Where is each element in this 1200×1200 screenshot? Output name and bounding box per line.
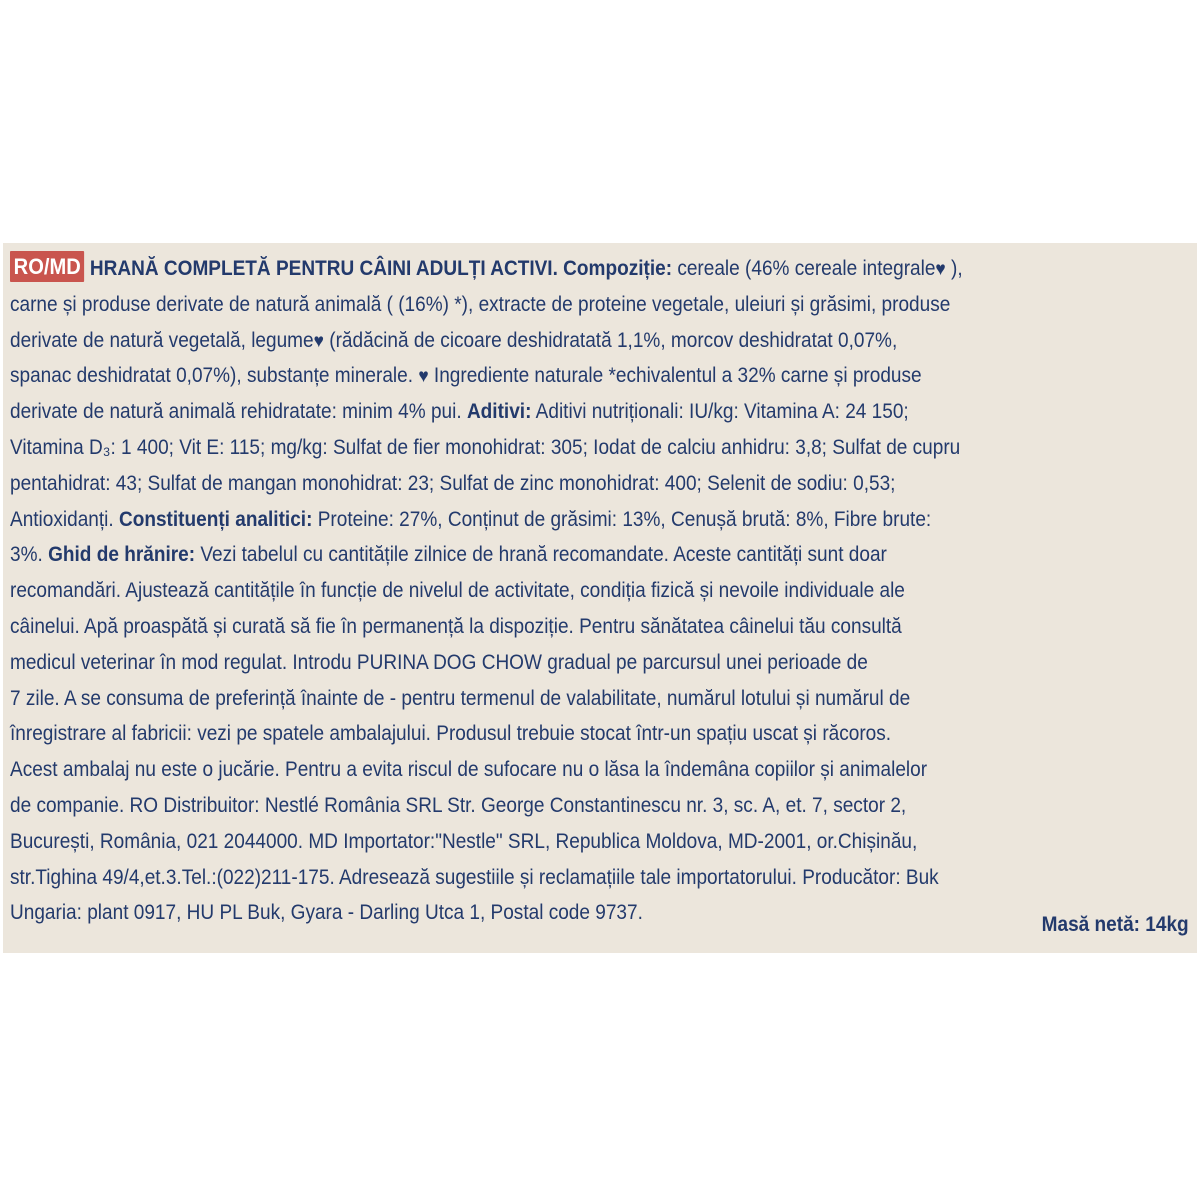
text-line: 7 zile. A se consuma de preferință înainte de - pentru termenul de valabilitate, numărul lotului și numărul de — [10, 686, 911, 710]
text-line: Vitamina D₃: 1 400; Vit E: 115; mg/kg: Sulfat de fier monohidrat: 305; Iodat de calciu anhidru: 3,8; Sulfat de cupru — [10, 435, 961, 459]
text-line: str.Tighina 49/4,et.3.Tel.:(022)211-175. Adresează sugestiile și reclamațiile tale importatorului. Producător: Buk — [10, 865, 939, 889]
text-segment: ), — [945, 257, 963, 280]
product-title: HRANĂ COMPLETĂ PENTRU CÂINI ADULȚI ACTIVI. — [89, 257, 558, 280]
text-segment: derivate de natură vegetală, legume — [10, 328, 314, 352]
heading-additives: Aditivi: — [466, 400, 532, 424]
text-line: de companie. RO Distribuitor: Nestlé România SRL Str. George Constantinescu nr. 3, sc. A, et. 7, sector 2, — [10, 793, 907, 817]
text-line: înregistrare al fabricii: vezi pe spatele ambalajului. Produsul trebuie stocat într-un spațiu uscat și răcoros. — [10, 722, 892, 746]
text-segment: Ingrediente naturale *echivalentul a 32% carne și produse — [428, 364, 922, 388]
text-line: medicul veterinar în mod regulat. Introdu PURINA DOG CHOW gradual pe parcursul unei perioade de — [10, 650, 868, 674]
heading-feeding: Ghid de hrănire: — [48, 543, 196, 567]
text-line: Acest ambalaj nu este o jucărie. Pentru a evita riscul de sufocare nu o lăsa la îndemâna copiilor și animalelor — [10, 758, 928, 782]
language-badge: RO/MD — [10, 251, 84, 282]
net-weight: Masă netă: 14kg — [1041, 913, 1189, 936]
text-segment: Antioxidanți. — [10, 507, 119, 531]
heading-composition: Compoziție: — [563, 257, 673, 280]
heart-icon: ♥ — [935, 259, 946, 280]
heart-icon: ♥ — [313, 330, 324, 352]
text-line: pentahidrat: 43; Sulfat de mangan monohidrat: 23; Sulfat de zinc monohidrat: 400; Selenit de sodiu: 0,53; — [10, 471, 896, 495]
text-segment: cereale (46% cereale integrale — [672, 257, 936, 280]
text-line: câinelui. Apă proaspătă și curată să fie în permanență la dispoziție. Pentru sănătatea câinelui tău consultă — [10, 614, 902, 638]
label-panel — [3, 243, 1197, 953]
text-segment: Vezi tabelul cu cantitățile zilnice de hrană recomandate. Aceste cantități sunt doar — [195, 543, 887, 567]
text-line — [10, 394, 1093, 430]
text-segment: derivate de natură animală rehidratate: minim 4% pui. — [10, 400, 467, 424]
heart-icon: ♥ — [418, 366, 429, 388]
text-line: București, România, 021 2044000. MD Importator:"Nestle" SRL, Republica Moldova, MD-2001, or.Chișinău, — [10, 829, 918, 853]
text-line: Ungaria: plant 0917, HU PL Buk, Gyara - Darling Utca 1, Postal code 9737. — [10, 901, 643, 925]
text-line — [10, 323, 1093, 359]
text-line — [10, 537, 1093, 573]
label-text — [10, 251, 1093, 931]
text-segment: Proteine: 27%, Conținut de grăsimi: 13%, Cenușă brută: 8%, Fibre brute: — [312, 507, 932, 531]
text-segment: Aditivi nutriționali: IU/kg: Vitamina A: 24 150; — [531, 400, 909, 424]
text-line: carne și produse derivate de natură animală ( (16%) *), extracte de proteine vegetale, uleiuri și grăsimi, produse — [10, 292, 951, 316]
text-segment: 3%. — [10, 543, 49, 567]
text-segment: spanac deshidratat 0,07%), substanțe minerale. — [10, 364, 414, 388]
text-line — [10, 358, 1093, 394]
text-line — [10, 502, 1093, 538]
heading-analytical: Constituenți analitici: — [118, 507, 313, 531]
text-line: recomandări. Ajustează cantitățile în funcție de nivelul de activitate, condiția fizică și nevoile individuale ale — [10, 579, 905, 603]
text-segment: (rădăcină de cicoare deshidratată 1,1%, morcov deshidratat 0,07%, — [323, 328, 898, 352]
text-line — [10, 251, 1093, 287]
